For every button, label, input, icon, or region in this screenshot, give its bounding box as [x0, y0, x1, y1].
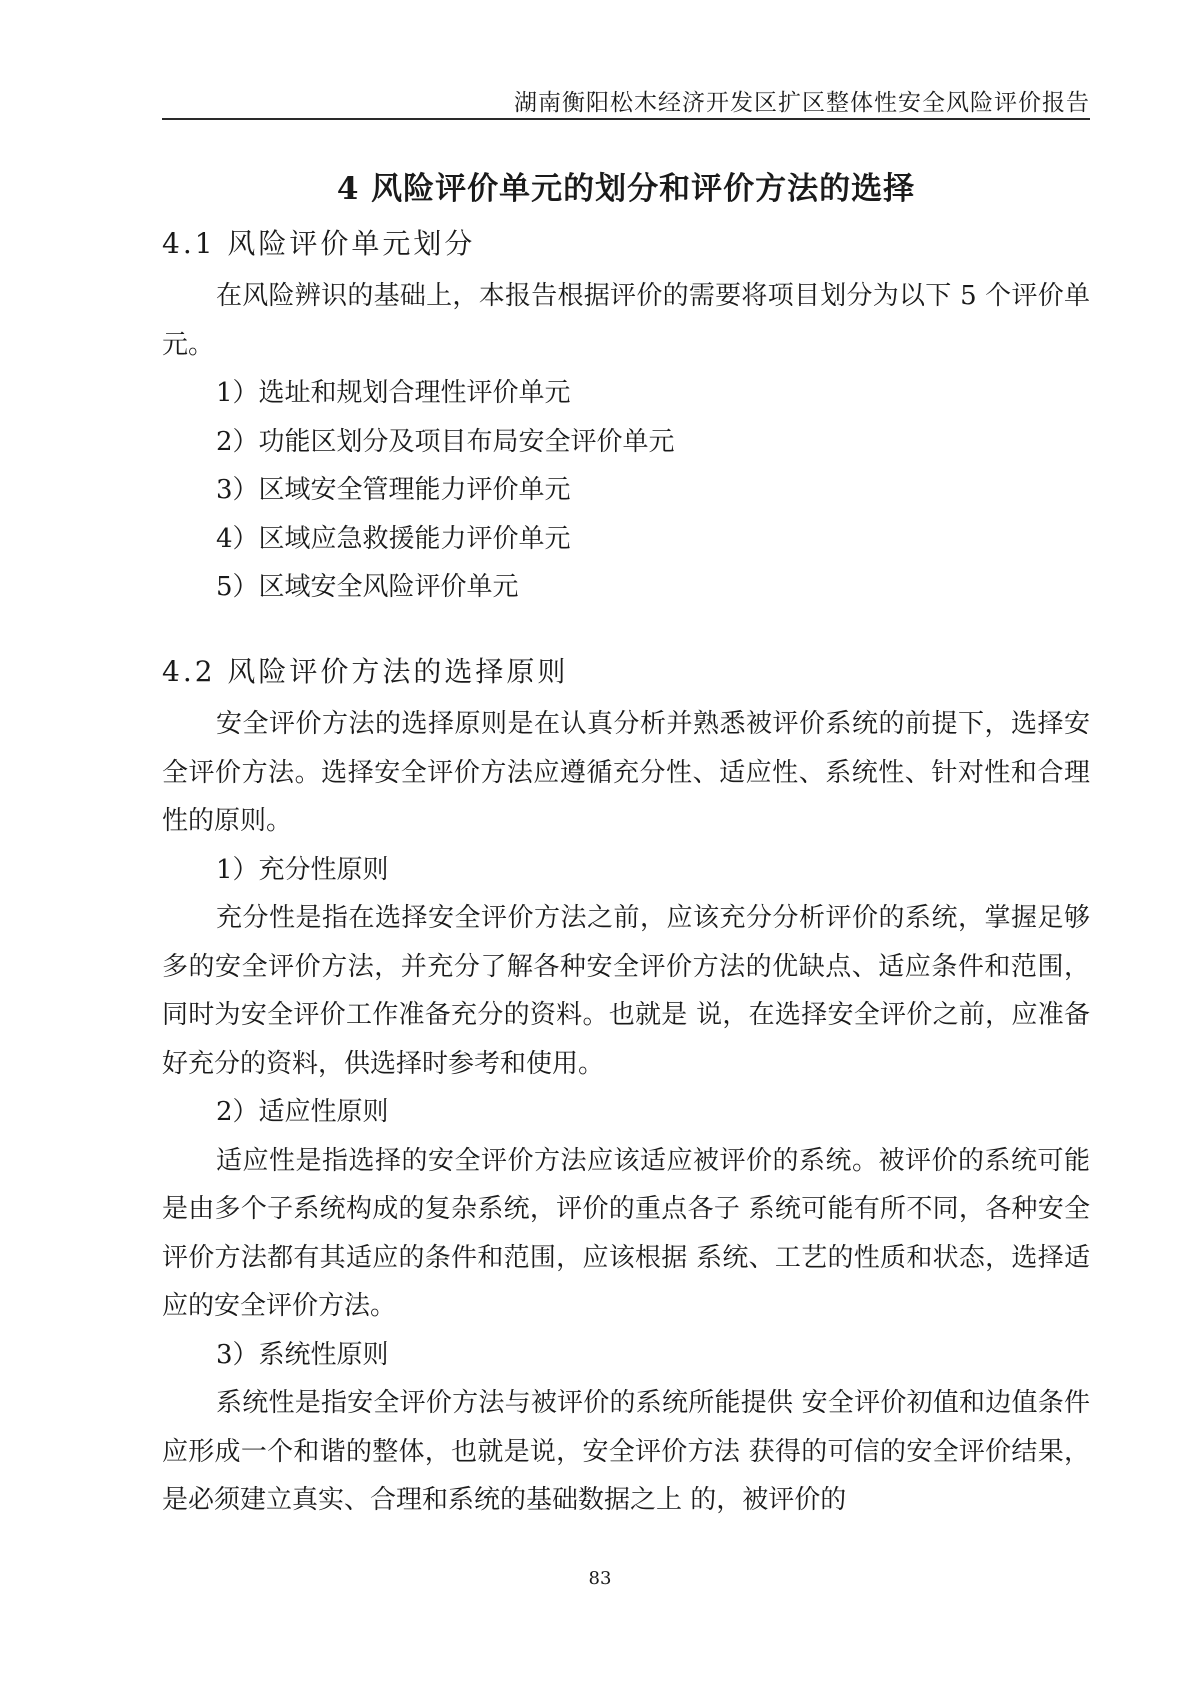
section-heading-4-1: 4.1 风险评价单元划分: [162, 227, 476, 260]
principle-2-title: 2）适应性原则: [216, 1097, 389, 1127]
principle-1-title: 1）充分性原则: [216, 854, 389, 885]
chapter-title: 4 风险评价单元的划分和评价方法的选择: [336, 171, 916, 207]
page-number: 83: [588, 1568, 612, 1589]
section-heading-4-2: 4.2 风险评价方法的选择原则: [162, 655, 569, 688]
list-item-unit-1: 1）选址和规划合理性评价单元: [216, 378, 571, 408]
paragraph-intro-4-1: 在风险辨识的基础上，本报告根据评价的需要将项目划分为以下 5 个评价单元。: [162, 281, 1090, 360]
principle-3-text: 系统性是指安全评价方法与被评价的系统所能提供 安全评价初值和边值条件应形成一个和谐的整体，也就是说，安全评价方法 获得的可信的安全评价结果，是必须建立真实、合理和系统的基础数据之上 的，被评价的: [162, 1388, 1090, 1515]
principle-1-text: 充分性是指在选择安全评价方法之前，应该充分分析评价的系统，掌握足够多的安全评价方法，并充分了解各种安全评价方法的优缺点、适应条件和范围，同时为安全评价工作准备充分的资料。也就是 说，在选择安全评价之前，应准备好充分的资料，供选择时参考和使用。: [162, 903, 1090, 1079]
principle-3-title: 3）系统性原则: [216, 1339, 389, 1370]
section-4-1-body: [162, 272, 1090, 612]
list-item-unit-2: 2）功能区划分及项目布局安全评价单元: [216, 426, 675, 457]
list-item-unit-3: 3）区域安全管理能力评价单元: [216, 475, 571, 505]
list-item-unit-5: 5）区域安全风险评价单元: [216, 572, 519, 602]
paragraph-intro-4-2: 安全评价方法的选择原则是在认真分析并熟悉被评价系统的前提下，选择安全评价方法。选择安全评价方法应遵循充分性、适应性、系统性、针对性和合理性的原则。: [162, 709, 1090, 836]
list-item-unit-4: 4）区域应急救援能力评价单元: [216, 523, 571, 554]
principle-2-text: 适应性是指选择的安全评价方法应该适应被评价的系统。被评价的系统可能是由多个子系统构成的复杂系统，评价的重点各子 系统可能有所不同，各种安全评价方法都有其适应的条件和范围，应该根据 系统、工艺的性质和状态，选择适应的安全评价方法。: [162, 1145, 1090, 1321]
header-rule: [162, 118, 1090, 120]
running-header: 湖南衡阳松木经济开发区扩区整体性安全风险评价报告: [514, 90, 1090, 116]
section-4-2-body: [162, 700, 1090, 1525]
